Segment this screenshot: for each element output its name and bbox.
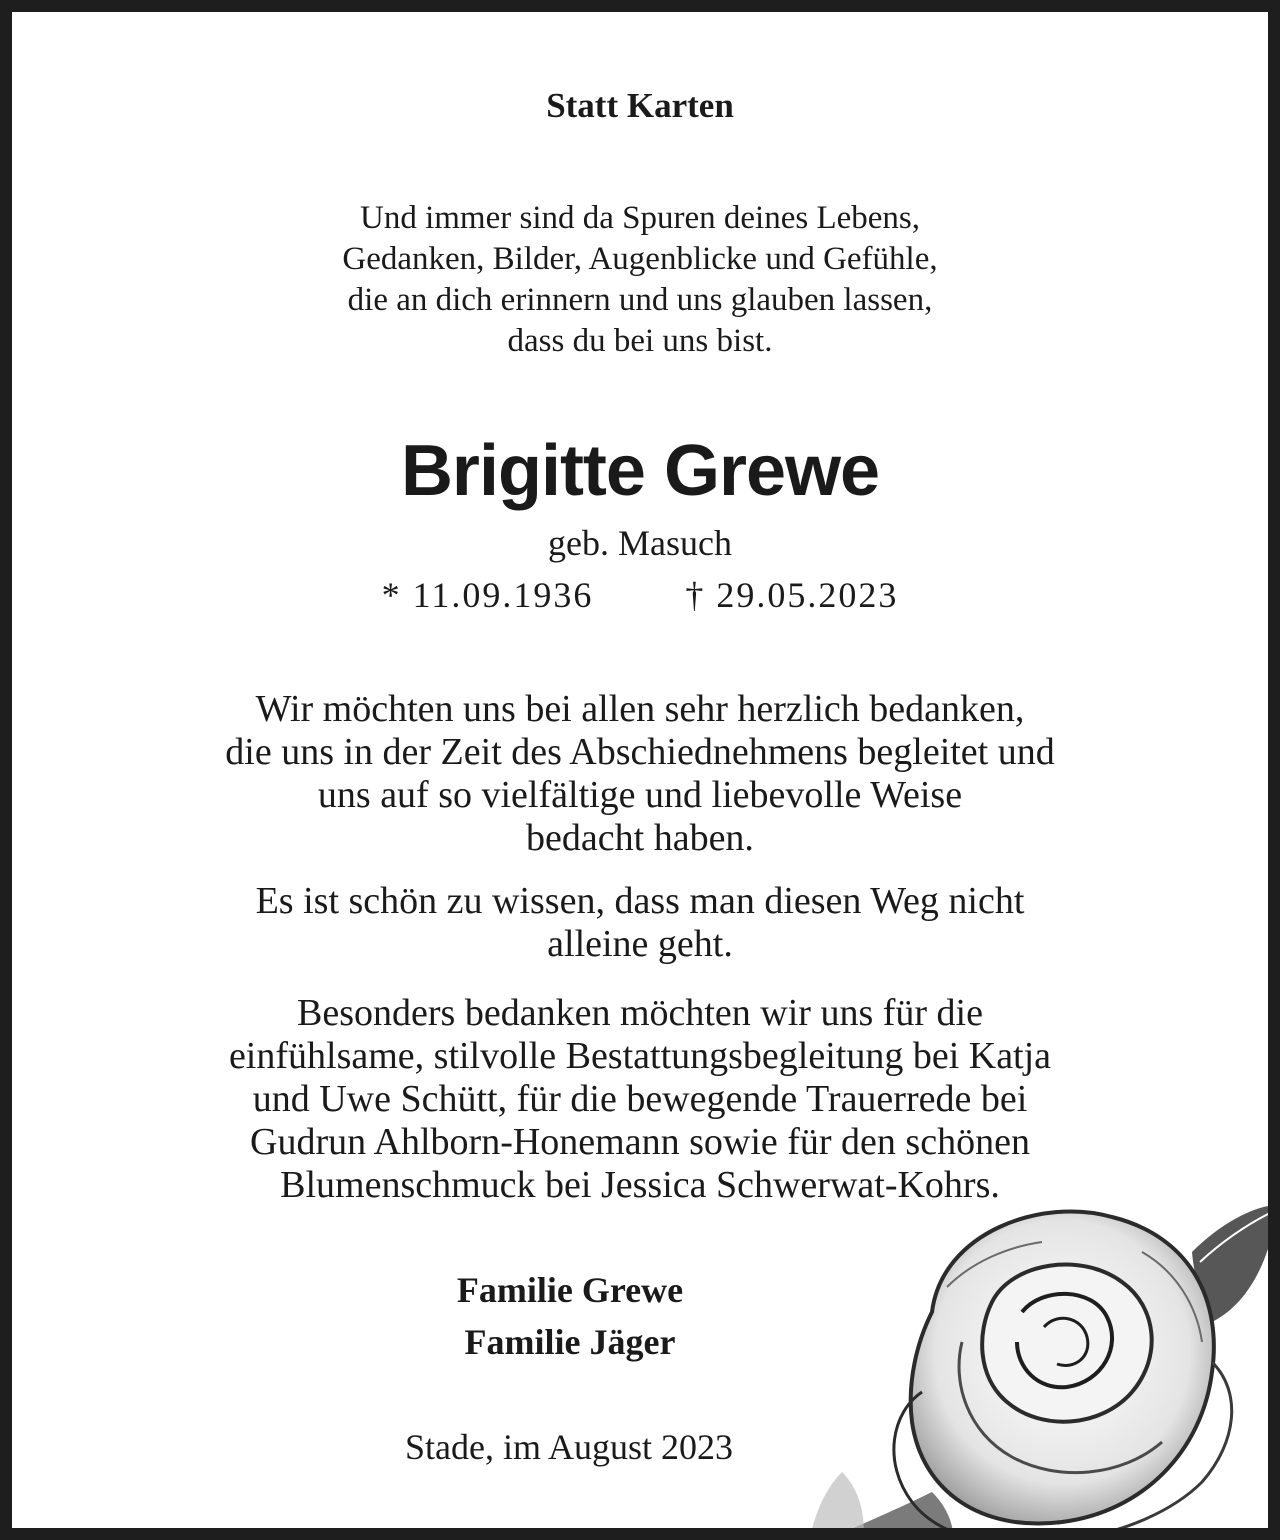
comfort-paragraph xyxy=(12,880,1268,966)
special-thanks-paragraph xyxy=(12,992,1268,1207)
header-text: Statt Karten xyxy=(546,86,734,125)
thanks-paragraph xyxy=(12,688,1268,860)
special-thanks-line: Besonders bedanken möchten wir uns für die xyxy=(297,992,983,1034)
special-thanks-line: Gudrun Ahlborn-Honemann sowie für den schönen xyxy=(250,1121,1030,1163)
thanks-line: bedacht haben. xyxy=(526,817,754,859)
place-date: Stade, im August 2023 xyxy=(404,1427,733,1467)
family-name: Familie Jäger xyxy=(464,1322,676,1362)
comfort-line: Es ist schön zu wissen, dass man diesen Weg nicht xyxy=(255,880,1025,922)
special-thanks-line: einfühlsame, stilvolle Bestattungsbegleitung bei Katja xyxy=(228,1035,1052,1077)
verse-line: dass du bei uns bist. xyxy=(507,323,773,359)
comfort-line: alleine geht. xyxy=(547,923,733,965)
family-name: Familie Grewe xyxy=(456,1270,684,1310)
thanks-line: uns auf so vielfältige und liebevolle Weise xyxy=(317,774,963,816)
special-thanks-line: Blumenschmuck bei Jessica Schwerwat-Kohrs. xyxy=(280,1164,1000,1206)
birth-date: * 11.09.1936 xyxy=(381,575,594,615)
verse-line: die an dich erinnern und uns glauben lassen, xyxy=(347,282,933,318)
special-thanks-line: und Uwe Schütt, für die bewegende Trauerrede bei xyxy=(252,1078,1028,1120)
death-date: † 29.05.2023 xyxy=(685,575,899,615)
deceased-name: Brigitte Grewe xyxy=(400,431,880,511)
thanks-line: Wir möchten uns bei allen sehr herzlich bedanken, xyxy=(255,688,1025,730)
verse-line: Gedanken, Bilder, Augenblicke und Gefühle, xyxy=(342,241,938,277)
verse xyxy=(12,198,1268,362)
life-dates xyxy=(12,574,1268,616)
maiden-name: geb. Masuch xyxy=(548,523,732,563)
families xyxy=(12,1264,1128,1368)
thanks-line: die uns in der Zeit des Abschiednehmens begleitet und xyxy=(225,731,1055,773)
verse-line: Und immer sind da Spuren deines Lebens, xyxy=(360,200,920,236)
